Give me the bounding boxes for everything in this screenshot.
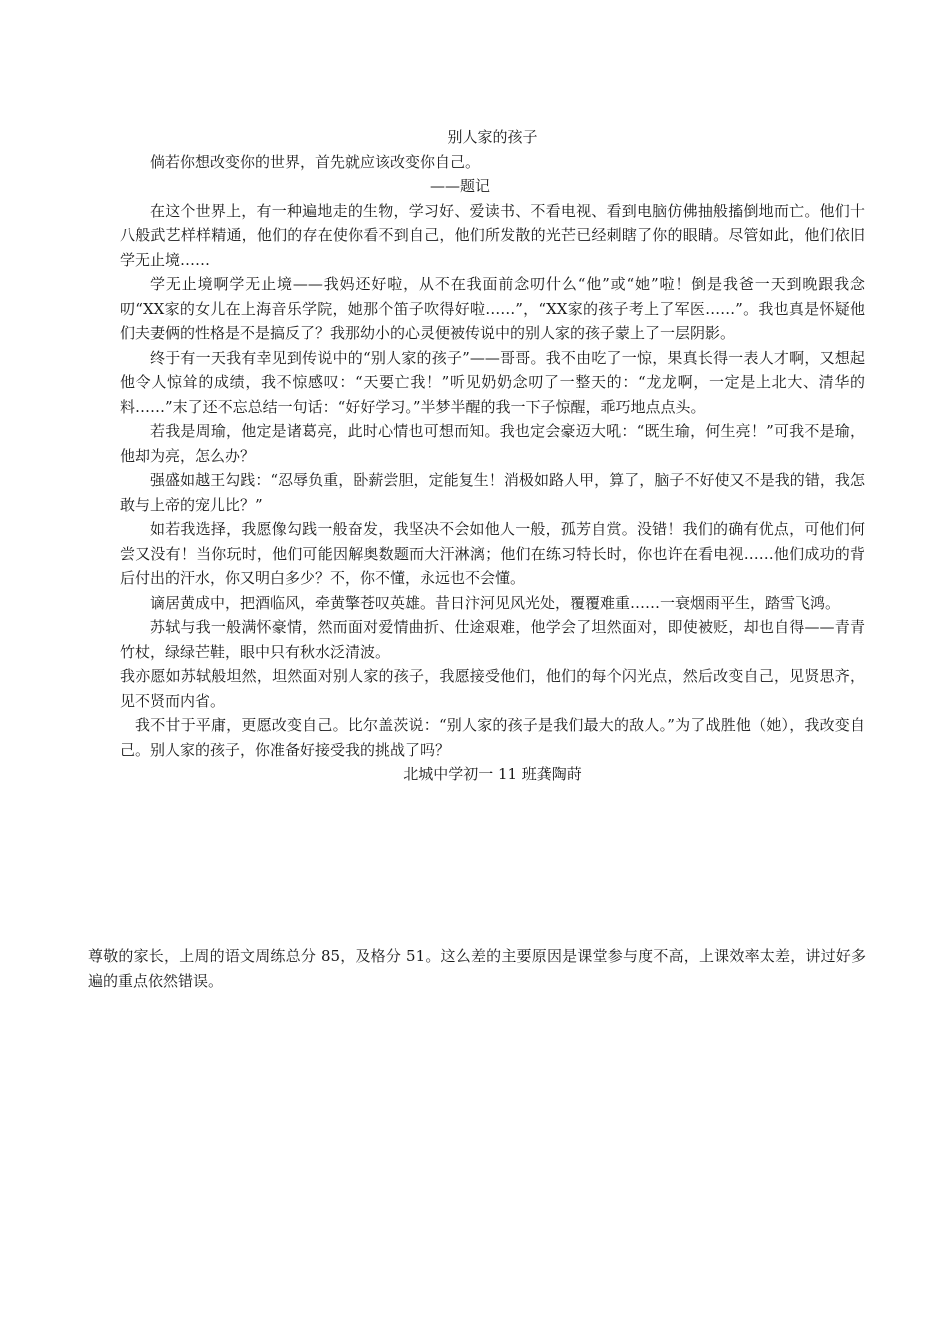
author-signature: 北城中学初一 11 班龚陶莳 [403,765,582,783]
paragraph: 强盛如越王勾践：“忍辱负重，卧薪尝胆，定能复生！消极如路人甲，算了，脑子不好使又不是我的错，我怎敢与上帝的宠儿比？” [120,471,865,514]
paragraph: 若我是周瑜，他定是诸葛亮，此时心情也可想而知。我也定会豪迈大吼：“既生瑜，何生亮！”可我不是瑜，他却为亮，怎么办？ [120,422,865,465]
epigraph: 倘若你想改变你的世界，首先就应该改变你自己。 [150,152,481,171]
paragraph: 我不甘于平庸，更愿改变自己。比尔盖茨说：“别人家的孩子是我们最大的敌人。”为了战胜他（她），我改变自己。别人家的孩子，你准备好接受我的挑战了吗？ [120,716,865,759]
parent-note-text: 尊敬的家长，上周的语文周练总分 85，及格分 51。这么差的主要原因是课堂参与度不高，上课效率太差，讲过好多遍的重点依然错误。 [88,947,866,990]
paragraph: 在这个世界上，有一种遍地走的生物，学习好、爱读书、不看电视、看到电脑仿佛抽般搐倒地而亡。他们十八般武艺样样精通，他们的存在使你看不到自己，他们所发散的光芒已经刺瞎了你的眼睛。尽管如此，他们依旧学无止境…… [120,201,865,269]
essay-title: 别人家的孩子 [447,128,538,146]
parent-note [88,944,866,994]
paragraph: 如若我选择，我愿像勾践一般奋发，我坚决不会如他人一般，孤芳自赏。没错！我们的确有优点，可他们何尝又没有！当你玩时，他们可能因解奥数题而大汗淋漓；他们在练习特长时，你也许在看电视……他们成功的背后付出的汗水，你又明白多少？不，你不懂，永远也不会懂。 [120,520,865,587]
epigraph-source: ——题记 [430,177,491,195]
essay [120,125,865,787]
paragraph: 学无止境啊学无止境——我妈还好啦，从不在我面前念叨什么“他”或“她”啦！倒是我爸一天到晚跟我念叨“XX家的女儿在上海音乐学院，她那个笛子吹得好啦……”，“XX家的孩子考上了军医……”。我也真是怀疑他们夫妻俩的性格是不是搞反了？我那幼小的心灵便被传说中的别人家的孩子蒙上了一层阴影。 [120,275,865,342]
paragraph: 谪居黄成中，把酒临风，牵黄擎苍叹英雄。昔日汴河见风光处，覆覆难重……一衰烟雨平生，踏雪飞鸿。 [150,593,841,612]
paragraph: 我亦愿如苏轼般坦然，坦然面对别人家的孩子，我愿接受他们，他们的每个闪光点，然后改变自己，见贤思齐，见不贤而内省。 [120,667,865,710]
paragraph: 终于有一天我有幸见到传说中的“别人家的孩子”——哥哥。我不由吃了一惊，果真长得一表人才啊，又想起他令人惊耸的成绩，我不惊感叹：“天要亡我！”听见奶奶念叨了一整天的：“龙龙啊，一定是上北大、清华的料……”末了还不忘总结一句话：“好好学习。”半梦半醒的我一下子惊醒，乖巧地点点头。 [120,348,865,416]
paragraph: 苏轼与我一般满怀豪情，然而面对爱情曲折、仕途艰难，他学会了坦然面对，即使被贬，却也自得——青青竹杖，绿绿芒鞋，眼中只有秋水泛清波。 [120,618,865,661]
